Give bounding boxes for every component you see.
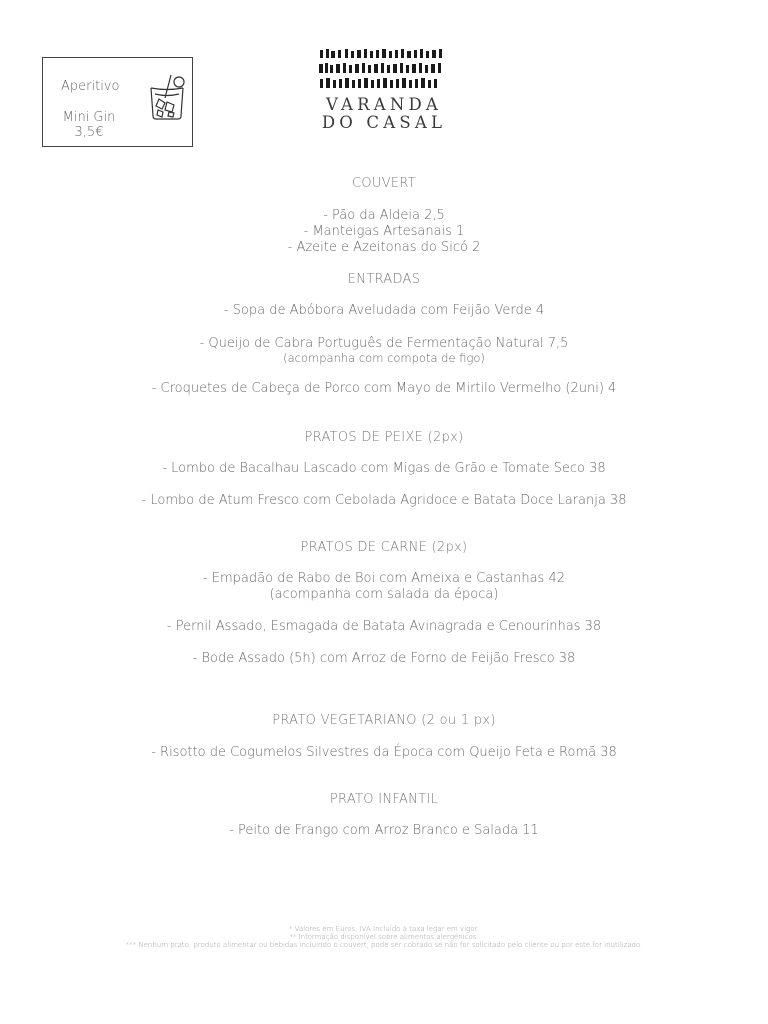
menu-item-note: (acompanha com compota de figo) — [283, 351, 485, 365]
menu-item: - Empadão de Rabo de Boi com Ameixa e Castanhas 42 — [202, 571, 565, 586]
menu-item: - Pernil Assado, Esmagada de Batata Avinagrada e Cenourinhas 38 — [166, 619, 602, 634]
footnote: * Valores em Euros, IVA Incluído à taxa legar em vigor. — [288, 925, 480, 933]
brand-name — [318, 96, 450, 132]
menu-item: - Pão da Aldeia 2,5 — [323, 208, 445, 223]
brand-line-2: DO CASAL — [321, 113, 447, 132]
menu-item: - Bode Assado (5h) com Arroz de Forno de Feijão Fresco 38 — [192, 651, 576, 666]
menu-item: - Sopa de Abóbora Aveludada com Feijão Verde 4 — [223, 303, 545, 318]
menu-item: - Lombo de Atum Fresco com Cebolada Agridoce e Batata Doce Laranja 38 — [141, 493, 627, 508]
aperitivo-item-name: Mini Gin — [62, 110, 116, 125]
menu-item: - Peito de Frango com Arroz Branco e Salada 11 — [229, 823, 539, 838]
section-title-carne: PRATOS DE CARNE (2px) — [300, 540, 468, 555]
menu-item: - Lombo de Bacalhau Lascado com Migas de Grão e Tomate Seco 38 — [162, 461, 606, 476]
logo — [318, 46, 448, 132]
aperitivo-title: Aperitivo — [61, 79, 120, 94]
menu-item: - Queijo de Cabra Português de Fermentação Natural 7,5 — [199, 336, 569, 351]
section-title-infantil: PRATO INFANTIL — [329, 792, 439, 807]
section-title-couvert: COUVERT — [351, 176, 417, 191]
cocktail-glass-icon — [145, 72, 189, 122]
aperitivo-price: 3,5€ — [74, 125, 104, 140]
footnote: *** Nenhum prato, produto alimentar ou bebidas incluindo o couvert, pode ser cobrado se não for solicitado pelo cliente ou por este for inutilizado. — [125, 941, 643, 949]
logo-mark-icon — [318, 46, 446, 91]
aperitivo-item — [60, 110, 118, 140]
menu — [0, 176, 768, 839]
brand-line-1: VARANDA — [325, 95, 443, 114]
aperitivo-box — [42, 57, 193, 147]
menu-item-note: (acompanha com salada da época) — [269, 587, 499, 602]
section-title-peixe: PRATOS DE PEIXE (2px) — [304, 430, 464, 445]
menu-item: - Manteigas Artesanais 1 — [303, 224, 465, 239]
footnote: ** Informação disponível sobre alimentos alergénicos. — [289, 933, 479, 941]
section-title-vegetariano: PRATO VEGETARIANO (2 ou 1 px) — [272, 713, 496, 728]
menu-item: - Croquetes de Cabeça de Porco com Mayo de Mirtilo Vermelho (2uni) 4 — [151, 381, 617, 396]
footnotes — [0, 925, 768, 949]
menu-item: - Azeite e Azeitonas do Sicó 2 — [287, 240, 481, 255]
menu-item: - Risotto de Cogumelos Silvestres da Época com Queijo Feta e Romã 38 — [151, 745, 617, 760]
section-title-entradas: ENTRADAS — [347, 272, 421, 287]
